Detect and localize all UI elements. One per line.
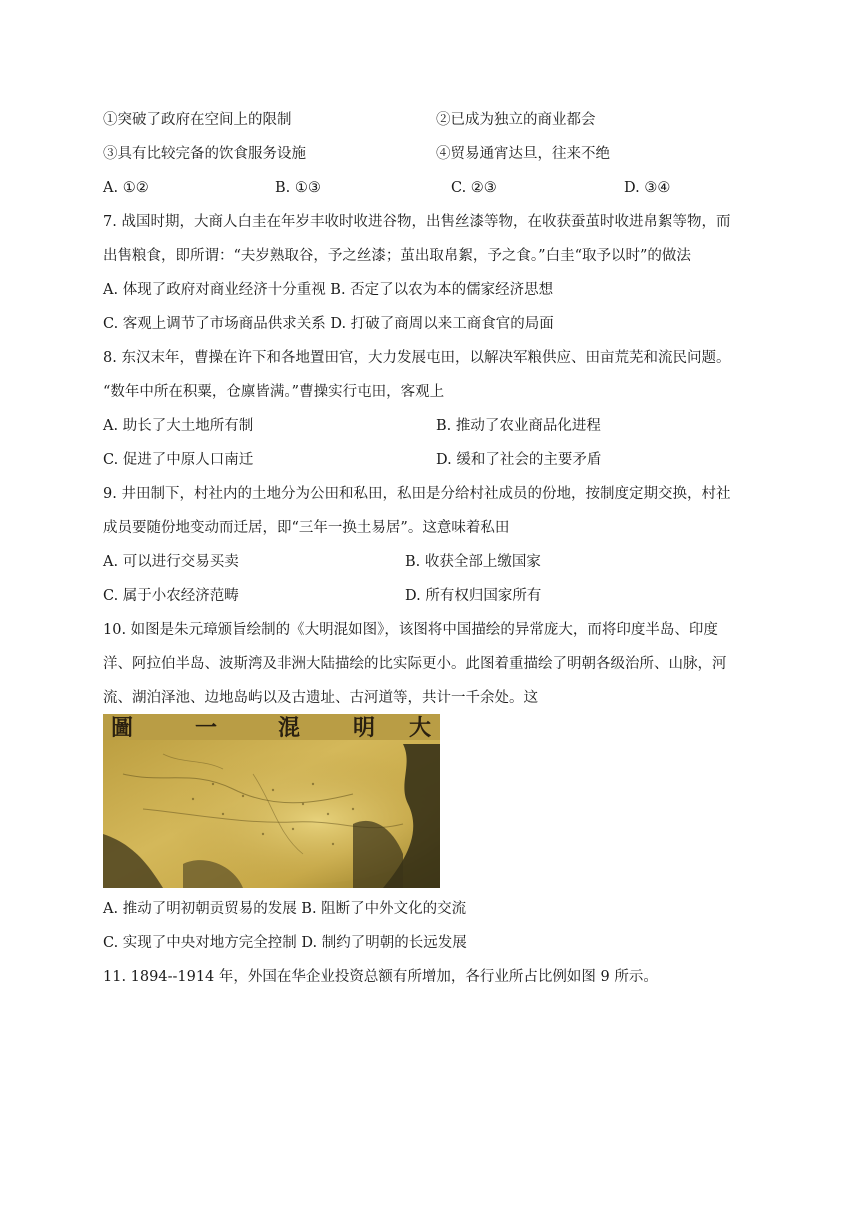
map-title-char-2: 一 [195,715,218,741]
map-title-char-3: 混 [278,715,301,741]
q8-choice-a: A. 助长了大土地所有制 [103,418,254,434]
q6-choice-a: A. ①② [103,180,149,196]
q10-stem-line-3: 流、湖泊泽池、边地岛屿以及古遗址、古河道等，共计一千余处。这 [103,690,538,706]
map-title-char-1: 圖 [111,715,134,741]
q9-choice-b: B. 收获全部上缴国家 [405,554,541,570]
q6-choice-c: C. ②③ [451,180,497,196]
q8-stem-line-2: “数年中所在积粟，仓廪皆满。”曹操实行屯田，客观上 [103,384,445,400]
q7-stem-line-1: 7. 战国时期，大商人白圭在年岁丰收时收进谷物，出售丝漆等物，在收获蚕茧时收进帛絮等物，而 [103,214,731,230]
q8-choice-d: D. 缓和了社会的主要矛盾 [436,452,602,468]
q10-choices-ab: A. 推动了明初朝贡贸易的发展 B. 阻断了中外文化的交流 [103,901,467,917]
q8-choice-b: B. 推动了农业商品化进程 [436,418,601,434]
map-title-char-5: 大 [409,715,432,741]
q6-choice-d: D. ③④ [624,180,671,196]
q9-choice-d: D. 所有权归国家所有 [405,588,542,604]
map-title-char-4: 明 [353,715,376,741]
map-illustration [103,714,440,888]
q7-stem-line-2: 出售粮食，即所谓：“夫岁熟取谷，予之丝漆；茧出取帛絮，予之食。”白圭“取予以时”的做法 [103,248,691,264]
q6-option-3: ③具有比较完备的饮食服务设施 [103,146,306,162]
q8-stem-line-1: 8. 东汉末年，曹操在许下和各地置田官，大力发展屯田，以解决军粮供应、田亩荒芜和流民问题。 [103,350,731,366]
q11-stem-line-1: 11. 1894--1914 年，外国在华企业投资总额有所增加，各行业所占比例如图 9 所示。 [103,969,658,985]
q10-stem-line-1: 10. 如图是朱元璋颁旨绘制的《大明混如图》，该图将中国描绘的异常庞大，而将印度半岛、印度 [103,622,718,638]
q9-choice-a: A. 可以进行交易买卖 [103,554,239,570]
q9-stem-line-2: 成员要随份地变动而迁居，即“三年一换土易居”。这意味着私田 [103,520,510,536]
q10-stem-line-2: 洋、阿拉伯半岛、波斯湾及非洲大陆描绘的比实际更小。此图着重描绘了明朝各级治所、山脉，河 [103,656,727,672]
q7-choices-cd: C. 客观上调节了市场商品供求关系 D. 打破了商周以来工商食官的局面 [103,316,554,332]
q6-choice-b: B. ①③ [275,180,321,196]
da-ming-map-image [103,714,440,888]
q10-choices-cd: C. 实现了中央对地方完全控制 D. 制约了明朝的长远发展 [103,935,467,951]
q9-stem-line-1: 9. 井田制下，村社内的土地分为公田和私田，私田是分给村社成员的份地，按制度定期交换，村社 [103,486,731,502]
q6-option-2: ②已成为独立的商业都会 [436,112,596,128]
q8-choice-c: C. 促进了中原人口南迁 [103,452,254,468]
q6-option-4: ④贸易通宵达旦，往来不绝 [436,146,610,162]
q7-choices-ab: A. 体现了政府对商业经济十分重视 B. 否定了以农为本的儒家经济思想 [103,282,554,298]
q9-choice-c: C. 属于小农经济范畴 [103,588,239,604]
q6-option-1: ①突破了政府在空间上的限制 [103,112,292,128]
